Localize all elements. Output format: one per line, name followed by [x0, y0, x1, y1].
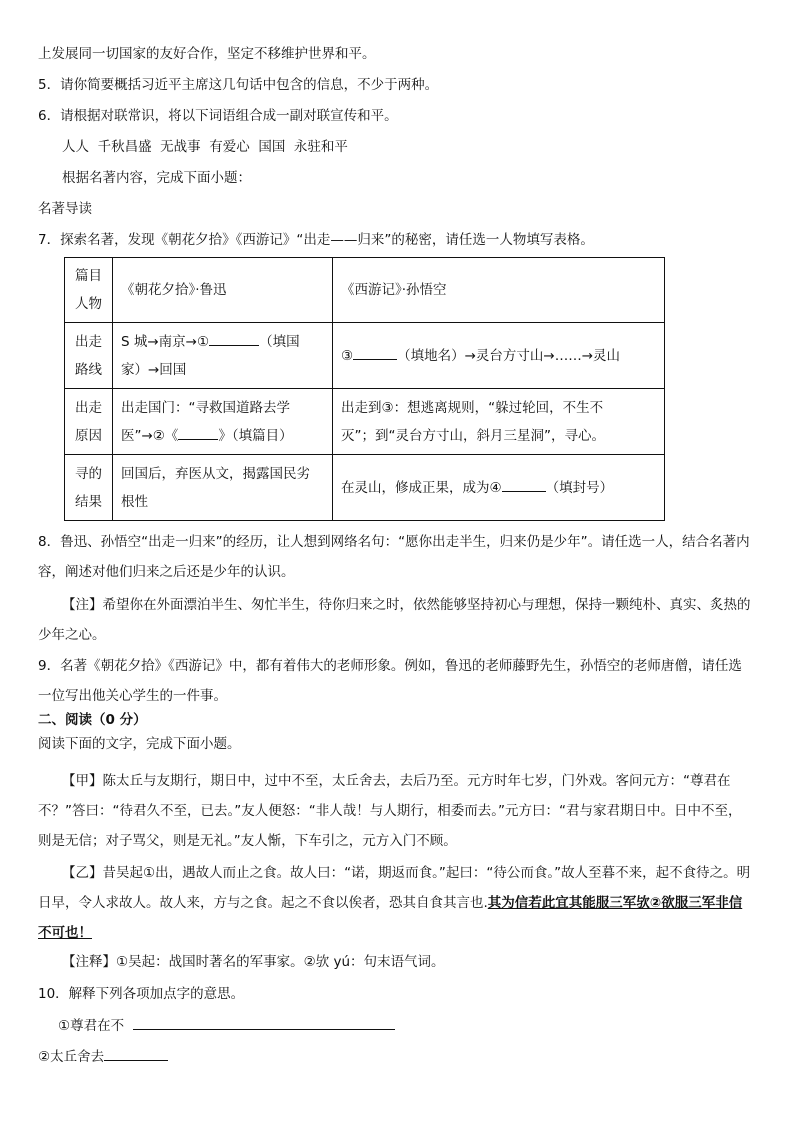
cell-result-lu-xun: 回国后，弃医从文，揭露国民劣 根性 [113, 455, 333, 521]
answer-blank-q10-2[interactable] [104, 1046, 168, 1061]
passage-yi [38, 858, 754, 948]
answer-blank-4[interactable] [502, 477, 546, 492]
text-line-1: 上发展同一切国家的友好合作，坚定不移维护世界和平。 [38, 46, 376, 62]
passage-jia: 【甲】陈太丘与友期行，期日中，过中不至，太丘舍去，去后乃至。元方时年七岁，门外戏。客问元方：“尊君在不？”答曰：“待君久不至，已去。”友人便怒：“非人哉！与人期行，相委而去。”元方曰：“君与家君期日中。日中不至，则是无信；对子骂父，则是无礼。”友人惭，下车引之，元方入门不顾。 [38, 773, 742, 849]
question-6: 6．请根据对联常识，将以下词语组合成一副对联宣传和平。 [38, 108, 398, 124]
table-row-reason [65, 389, 665, 455]
section-title-classics: 名著导读 [38, 201, 92, 217]
reading-intro: 阅读下面的文字，完成下面小题。 [38, 736, 241, 752]
question-9: 9．名著《朝花夕拾》《西游记》中，都有着伟大的老师形象。例如，鲁迅的老师藤野先生，孙悟空的老师唐僧，请任选一位写出他关心学生的一件事。 [38, 658, 742, 704]
table-header-sun-wukong: 《西游记》·孙悟空 [333, 258, 665, 323]
question-7: 7．探索名著，发现《朝花夕拾》《西游记》“出走——归来”的秘密，请任选一人物填写表格。 [38, 232, 594, 248]
cell-route-sun-wukong: ③ （填地名）→灵台方寸山→……→灵山 [333, 323, 665, 389]
row-label-reason: 出走 原因 [65, 389, 113, 455]
cell-reason-sun-wukong: 出走到③：想逃离规则，“躲过轮回，不生不 灭”；到“灵台方寸山，斜月三星洞”，寻心。 [333, 389, 665, 455]
table-header-lu-xun: 《朝花夕拾》·鲁迅 [113, 258, 333, 323]
table-header-corner: 篇目 人物 [65, 258, 113, 323]
question-5: 5．请你简要概括习近平主席这几句话中包含的信息，不少于两种。 [38, 77, 439, 93]
row-label-result: 寻的 结果 [65, 455, 113, 521]
exploration-table [64, 257, 665, 521]
question-6-words: 人人 千秋昌盛 无战事 有爱心 国国 永驻和平 [62, 139, 348, 155]
answer-blank-q10-1[interactable] [133, 1015, 395, 1030]
passage-yi-text: 【乙】昔吴起①出，遇故人而止之食。故人曰：“诺，期返而食。”起曰：“待公而食。”故人至暮不来，起不食待之。明日早，令人求故人。故人来，方与之食。起之不食以俟者，恐其自食其言也. [38, 865, 751, 911]
passage-yi-underlined: 其为信若此宜其能服三军欤②欲服三军非信不可也！ [38, 895, 743, 941]
section-reading-heading: 二、阅读（0 分） [38, 712, 147, 728]
subquestion-intro: 根据名著内容，完成下面小题： [62, 170, 251, 186]
question-10-item-2: ②太丘舍去 [38, 1046, 168, 1067]
row-label-route: 出走 路线 [65, 323, 113, 389]
question-8: 8．鲁迅、孙悟空“出走一归来”的经历，让人想到网络名句：“愿你出走半生，归来仍是少年”。请任选一人，结合名著内容，阐述对他们归来之后还是少年的认识。 [38, 534, 750, 580]
cell-reason-lu-xun: 出走国门：“寻救国道路去学 医”→②《 》（填篇目） [113, 389, 333, 455]
answer-blank-3[interactable] [353, 345, 397, 360]
table-row-route [65, 323, 665, 389]
table-header-row [65, 258, 665, 323]
cell-result-sun-wukong: 在灵山，修成正果，成为④ （填封号） [333, 455, 665, 521]
annotation: 【注释】①吴起：战国时著名的军事家。②欤 yú：句末语气词。 [62, 954, 445, 970]
question-10-item-1: ①尊君在不 [58, 1015, 395, 1036]
cell-route-lu-xun: S 城→南京→① （填国 家）→回国 [113, 323, 333, 389]
table-row-result [65, 455, 665, 521]
question-10: 10．解释下列各项加点字的意思。 [38, 986, 245, 1002]
question-8-note: 【注】希望你在外面漂泊半生、匆忙半生，待你归来之时，依然能够坚持初心与理想，保持一颗纯朴、真实、炙热的少年之心。 [38, 597, 751, 643]
answer-blank-2[interactable] [178, 425, 218, 440]
answer-blank-1[interactable] [209, 331, 259, 346]
